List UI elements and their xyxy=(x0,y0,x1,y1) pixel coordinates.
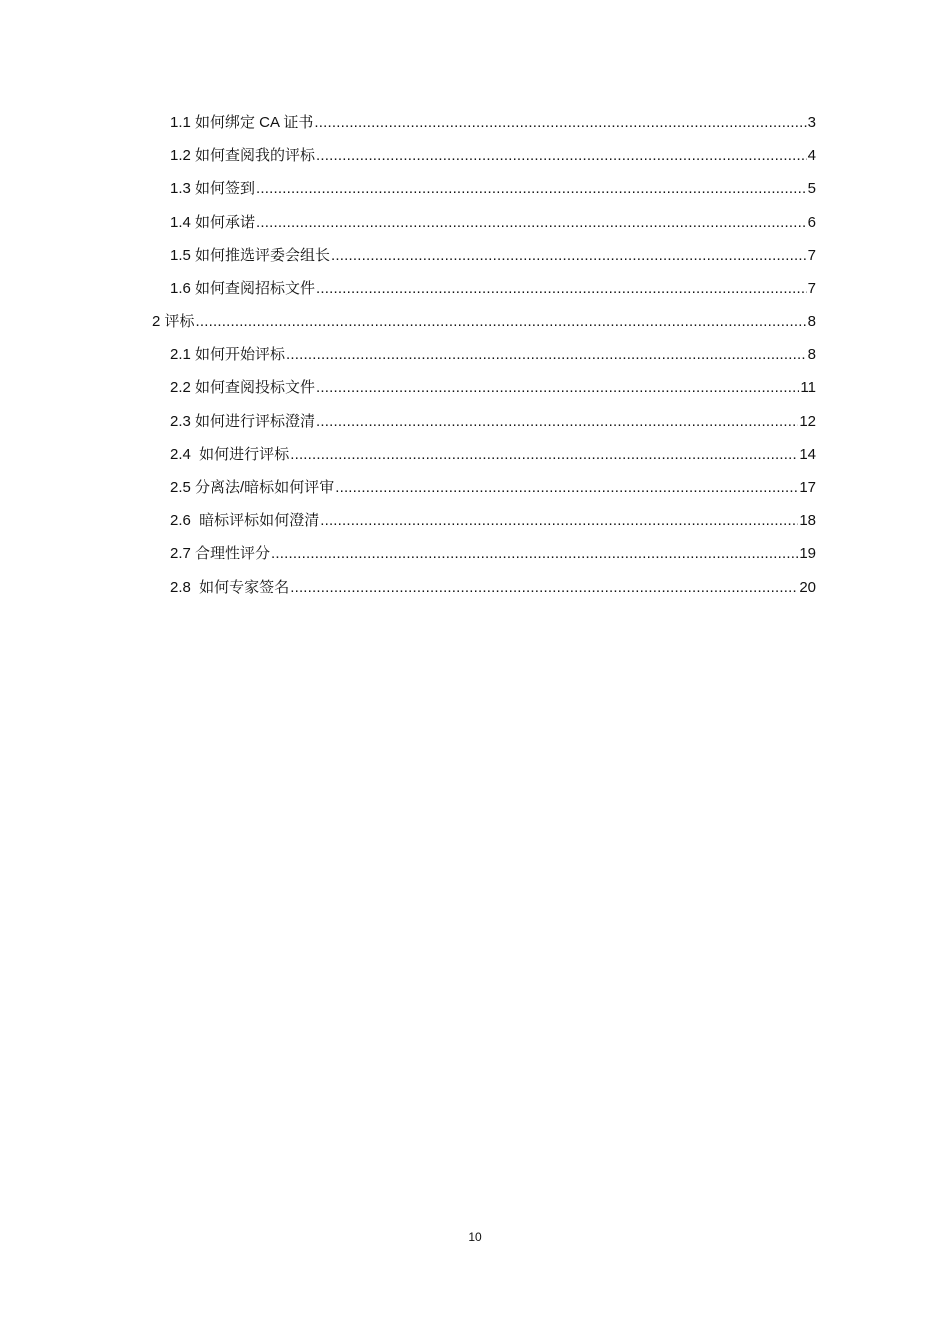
toc-entry-page: 11 xyxy=(800,379,816,397)
toc-dot-leader xyxy=(314,106,806,139)
toc-dot-leader xyxy=(290,571,798,604)
toc-entry[interactable] xyxy=(150,272,816,305)
toc-entry-title: 2.2 如何查阅投标文件 xyxy=(170,379,316,397)
toc-dot-leader xyxy=(286,338,807,371)
toc-entry-title: 2.7 合理性评分 xyxy=(170,545,271,563)
toc-entry-title: 2.1 如何开始评标 xyxy=(170,346,286,364)
toc-entry[interactable] xyxy=(150,571,816,604)
toc-entry[interactable] xyxy=(150,372,816,405)
page-number: 10 xyxy=(468,1230,482,1244)
toc-entry[interactable] xyxy=(150,172,816,205)
toc-entry[interactable] xyxy=(150,338,816,371)
toc-entry-title: 1.3 如何签到 xyxy=(170,180,256,198)
table-of-contents xyxy=(150,106,816,604)
toc-entry-page: 8 xyxy=(807,313,816,331)
toc-entry-page: 18 xyxy=(799,512,816,530)
toc-dot-leader xyxy=(271,537,798,570)
toc-entry-title: 1.2 如何查阅我的评标 xyxy=(170,147,316,165)
toc-entry-title: 2.4 如何进行评标 xyxy=(170,445,290,463)
toc-entry[interactable] xyxy=(150,504,816,537)
toc-entry-title: 1.5 如何推选评委会组长 xyxy=(170,246,331,264)
toc-entry-page: 6 xyxy=(807,213,816,231)
toc-entry-page: 4 xyxy=(807,147,816,165)
toc-dot-leader xyxy=(316,272,807,305)
toc-entry[interactable] xyxy=(150,206,816,239)
toc-entry[interactable] xyxy=(150,438,816,471)
toc-entry-title: 2.8 如何专家签名 xyxy=(170,578,290,596)
toc-entry[interactable] xyxy=(150,139,816,172)
toc-entry-title: 2.5 分离法/暗标如何评审 xyxy=(170,479,335,497)
toc-entry-page: 20 xyxy=(799,578,816,596)
toc-entry-page: 8 xyxy=(807,346,816,364)
toc-entry-title: 1.6 如何查阅招标文件 xyxy=(170,279,316,297)
toc-dot-leader xyxy=(316,139,807,172)
toc-dot-leader xyxy=(316,372,799,405)
toc-entry-title: 2.3 如何进行评标澄清 xyxy=(170,412,316,430)
toc-dot-leader xyxy=(256,172,807,205)
toc-entry-page: 14 xyxy=(799,445,816,463)
toc-entry[interactable] xyxy=(150,405,816,438)
toc-entry-page: 12 xyxy=(799,412,816,430)
toc-entry[interactable] xyxy=(150,305,816,338)
toc-entry-title: 2.6 暗标评标如何澄清 xyxy=(170,512,320,530)
toc-dot-leader xyxy=(196,305,807,338)
toc-entry[interactable] xyxy=(150,106,816,139)
toc-entry-page: 7 xyxy=(807,246,816,264)
toc-entry[interactable] xyxy=(150,537,816,570)
toc-dot-leader xyxy=(331,239,807,272)
toc-dot-leader xyxy=(320,504,798,537)
toc-entry-page: 17 xyxy=(799,479,816,497)
toc-dot-leader xyxy=(290,438,798,471)
toc-entry[interactable] xyxy=(150,471,816,504)
toc-entry-page: 7 xyxy=(807,279,816,297)
toc-dot-leader xyxy=(316,405,798,438)
toc-entry-page: 5 xyxy=(807,180,816,198)
toc-entry-page: 19 xyxy=(799,545,816,563)
toc-entry-title: 1.1 如何绑定 CA 证书 xyxy=(170,113,314,131)
toc-dot-leader xyxy=(335,471,798,504)
toc-entry[interactable] xyxy=(150,239,816,272)
toc-entry-page: 3 xyxy=(807,113,816,131)
toc-entry-title: 1.4 如何承诺 xyxy=(170,213,256,231)
toc-entry-title: 2 评标 xyxy=(152,313,195,331)
toc-dot-leader xyxy=(256,206,807,239)
